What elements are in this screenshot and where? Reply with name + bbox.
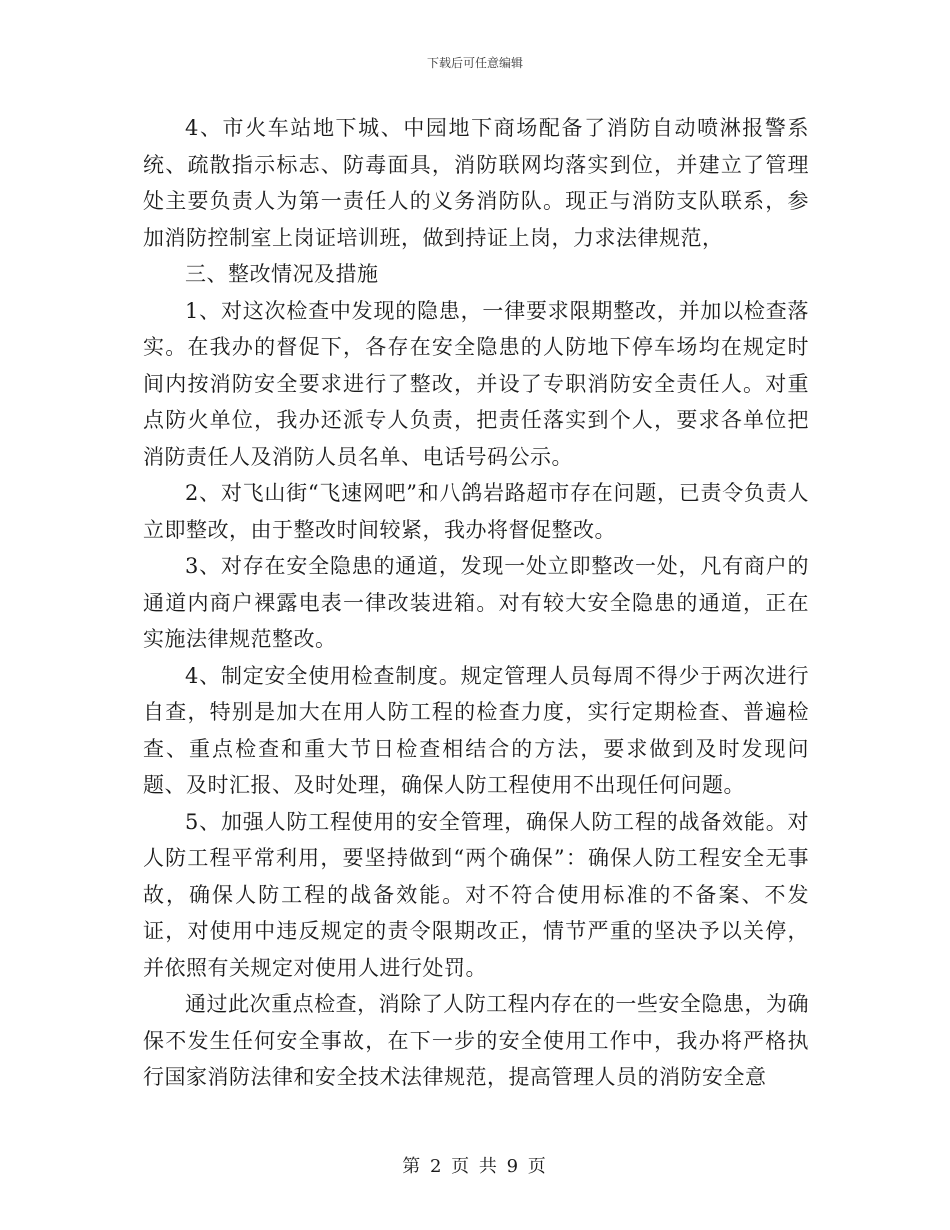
page-header-note: 下载后可任意编辑 bbox=[426, 56, 523, 70]
paragraph-measure-1: 1、对这次检查中发现的隐患，一律要求限期整改，并加以检查落实。在我办的督促下，各存在安全隐患的人防地下停车场均在规定时间内按消防安全要求进行了整改，并设了专职消防安全责任人。对重点防火单位，我办还派专人负责，把责任落实到个人，要求各单位把消防责任人及消防人员名单、电话号码公示。 bbox=[143, 298, 809, 469]
paragraph-measure-4: 4、制定安全使用检查制度。规定管理人员每周不得少于两次进行自查，特别是加大在用人防工程的检查力度，实行定期检查、普遍检查、重点检查和重大节日检查相结合的方法，要求做到及时发现问题、及时汇报、及时处理，确保人防工程使用不出现任何问题。 bbox=[143, 663, 809, 797]
paragraph-measure-2: 2、对飞山街“飞速网吧”和八鸽岩路超市存在问题，已责令负责人立即整改，由于整改时间较紧，我办将督促整改。 bbox=[143, 481, 809, 542]
paragraph-conclusion: 通过此次重点检查，消除了人防工程内存在的一些安全隐患，为确保不发生任何安全事故，在下一步的安全使用工作中，我办将严格执行国家消防法律和安全技术法律规范，提高管理人员的消防安全意 bbox=[143, 992, 809, 1089]
section-heading-rectification: 三、整改情况及措施 bbox=[185, 262, 379, 286]
page-number-footer: 第 2 页 共 9 页 bbox=[402, 1156, 548, 1177]
paragraph-measure-5: 5、加强人防工程使用的安全管理，确保人防工程的战备效能。对人防工程平常利用，要坚持做到“两个确保”：确保人防工程安全无事故，确保人防工程的战备效能。对不符合使用标准的不备案、不发证，对使用中违反规定的责令限期改正，情节严重的坚决予以关停，并依照有关规定对使用人进行处罚。 bbox=[143, 809, 809, 980]
paragraph-measure-3: 3、对存在安全隐患的通道，发现一处立即整改一处，凡有商户的通道内商户裸露电表一律改装进箱。对有较大安全隐患的通道，正在实施法律规范整改。 bbox=[143, 554, 809, 651]
document-body bbox=[143, 110, 809, 1096]
paragraph-item-4-facilities: 4、市火车站地下城、中园地下商场配备了消防自动喷淋报警系统、疏散指示标志、防毒面具，消防联网均落实到位，并建立了管理处主要负责人为第一责任人的义务消防队。现正与消防支队联系，参加消防控制室上岗证培训班，做到持证上岗，力求法律规范， bbox=[143, 116, 809, 250]
